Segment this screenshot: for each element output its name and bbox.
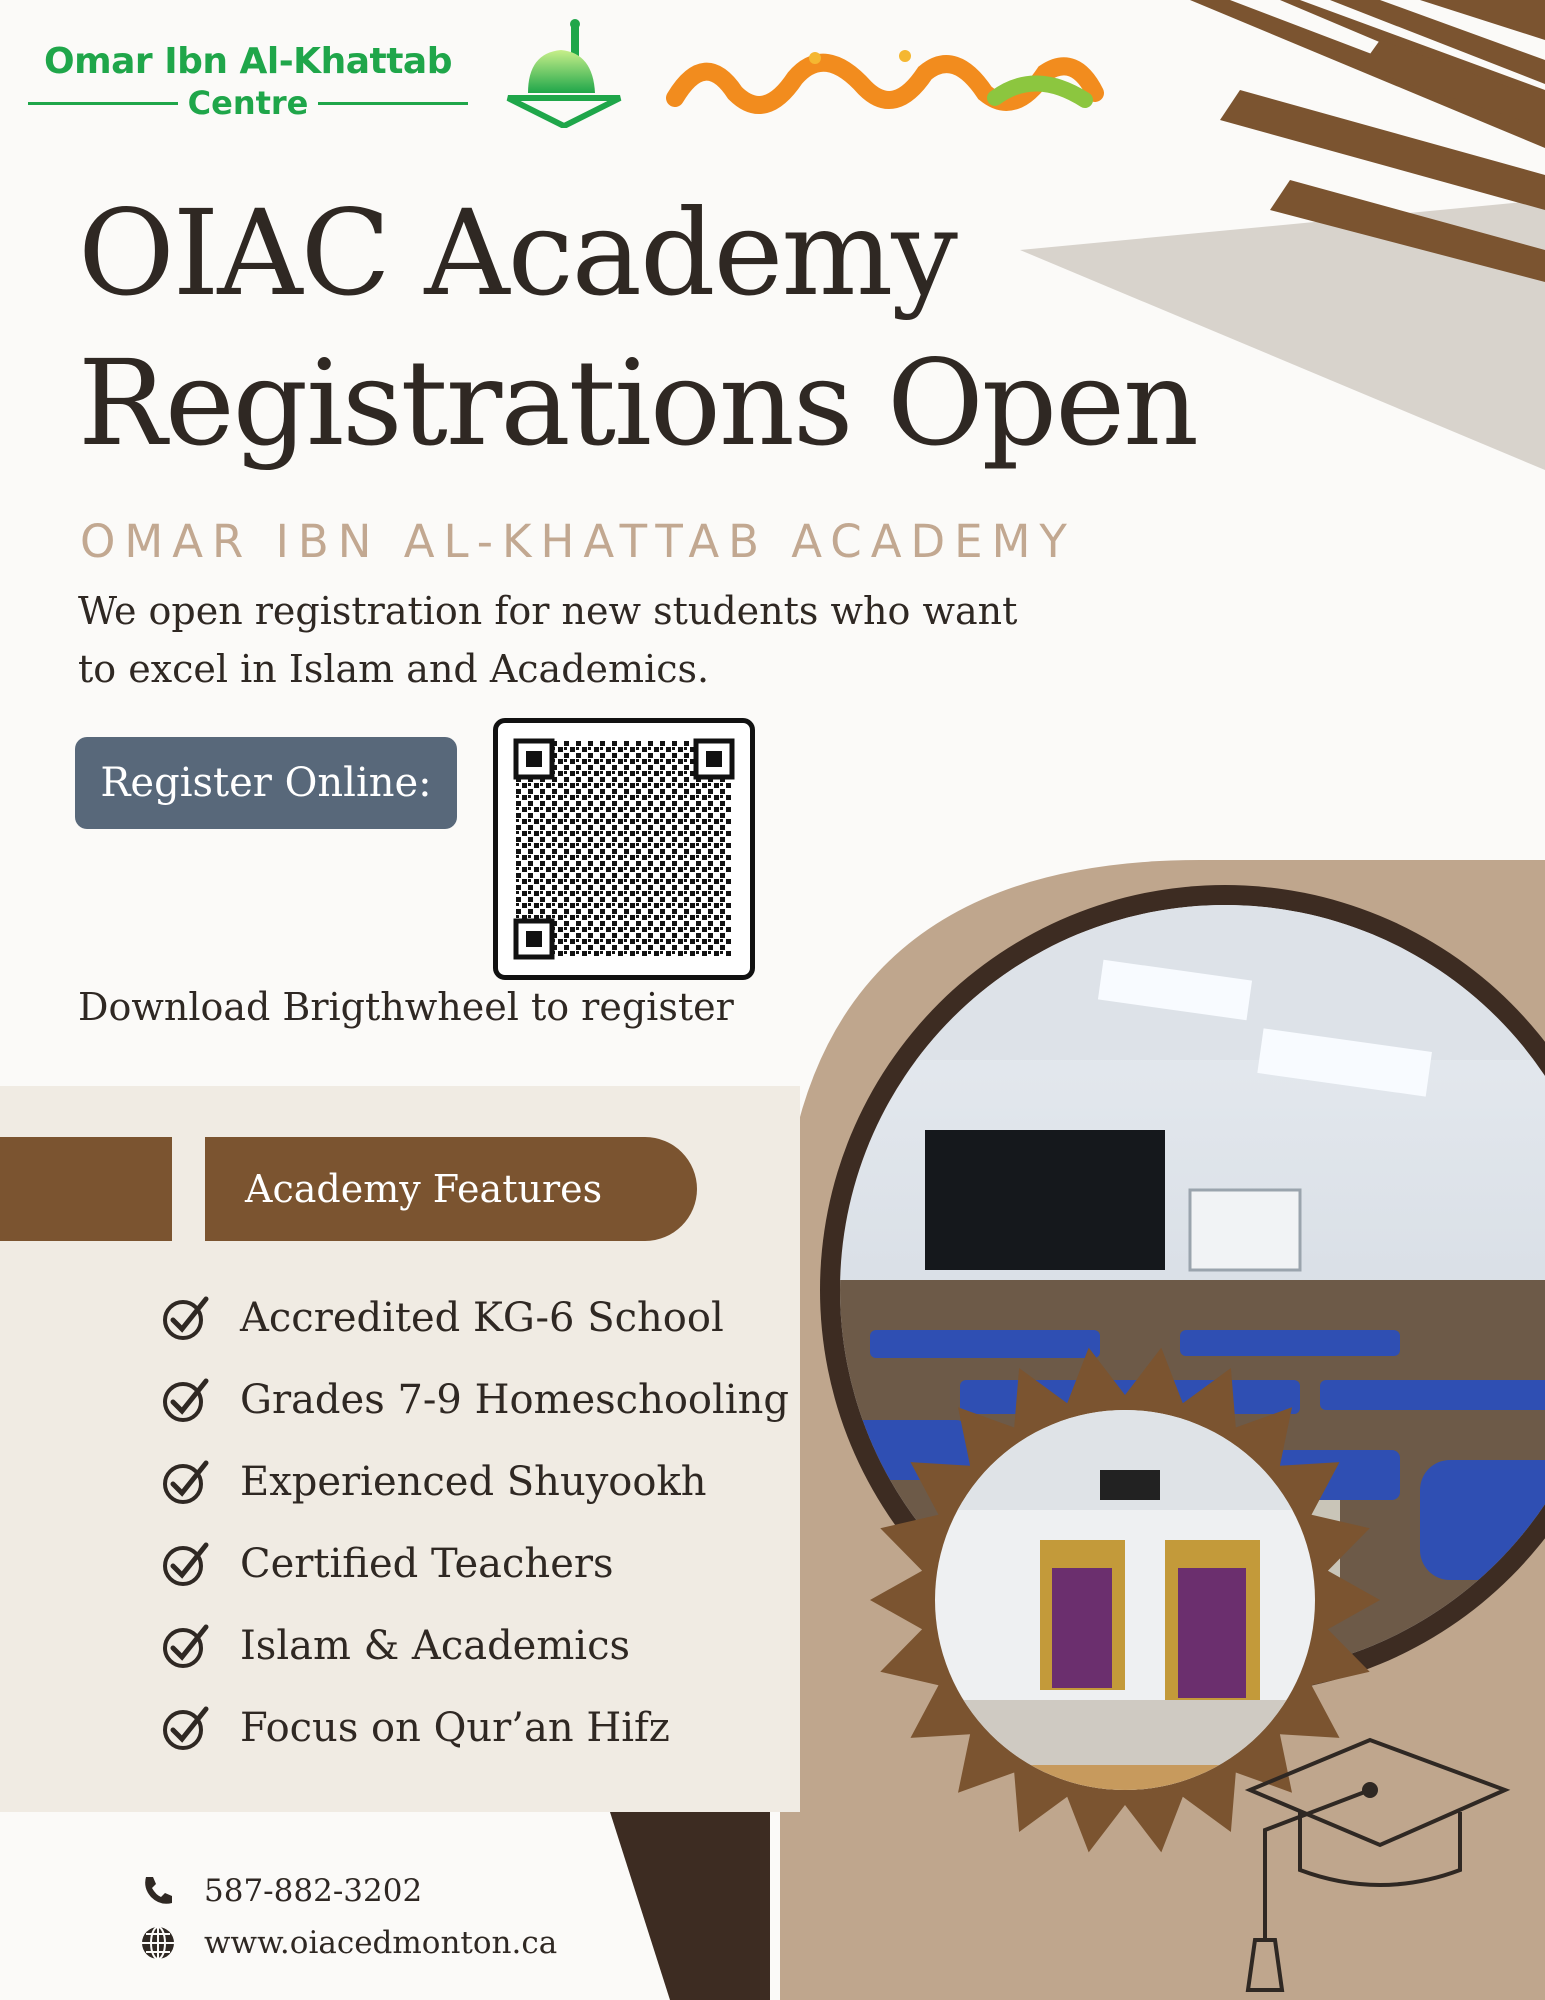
features-accent-block	[0, 1137, 172, 1241]
feature-label: Certified Teachers	[240, 1541, 614, 1587]
phone-row[interactable]	[140, 1865, 557, 1917]
feature-label: Experienced Shuyookh	[240, 1459, 707, 1505]
mosque-icon	[503, 18, 625, 128]
download-brightwheel-text: Download Brigthwheel to register	[78, 985, 734, 1029]
check-circle-icon	[160, 1457, 210, 1507]
feature-label: Accredited KG-6 School	[240, 1295, 724, 1341]
org-name-line2: Centre	[187, 84, 309, 122]
contact-info	[140, 1865, 557, 1969]
register-online-button[interactable]: Register Online:	[75, 737, 457, 829]
feature-item	[160, 1441, 789, 1523]
feature-label: Islam & Academics	[240, 1623, 630, 1669]
features-list	[160, 1277, 789, 1769]
feature-label: Grades 7-9 Homeschooling	[240, 1377, 789, 1423]
qr-code[interactable]	[493, 718, 755, 980]
feature-item	[160, 1277, 789, 1359]
title-line1: OIAC Academy	[78, 184, 956, 322]
website-row[interactable]	[140, 1917, 557, 1969]
intro-line2: to excel in Islam and Academics.	[78, 647, 710, 691]
check-circle-icon	[160, 1539, 210, 1589]
check-circle-icon	[160, 1703, 210, 1753]
feature-item	[160, 1605, 789, 1687]
intro-text	[78, 582, 1038, 698]
check-circle-icon	[160, 1293, 210, 1343]
qr-pattern	[498, 723, 750, 975]
arabic-calligraphy-logo	[665, 38, 1105, 128]
title-line2: Registrations Open	[78, 334, 1198, 472]
features-heading: Academy Features	[205, 1137, 697, 1241]
feature-label: Focus on Qur’an Hifz	[240, 1705, 670, 1751]
phone-number: 587-882-3202	[204, 1873, 423, 1909]
org-name-line1: Omar Ibn Al-Khattab	[44, 41, 452, 82]
feature-item	[160, 1359, 789, 1441]
intro-line1: We open registration for new students who want	[78, 589, 1018, 633]
photo-collage	[760, 860, 1545, 2000]
check-circle-icon	[160, 1375, 210, 1425]
academy-subtitle: OMAR IBN AL-KHATTAB ACADEMY	[80, 515, 1076, 568]
globe-icon	[140, 1925, 176, 1961]
feature-item	[160, 1523, 789, 1605]
feature-item	[160, 1687, 789, 1769]
page-title	[78, 178, 1197, 478]
decorative-wedge	[610, 1812, 770, 2000]
phone-icon	[140, 1873, 176, 1909]
website-link[interactable]: www.oiacedmonton.ca	[204, 1925, 558, 1961]
check-circle-icon	[160, 1621, 210, 1671]
org-logo-text	[28, 40, 468, 122]
